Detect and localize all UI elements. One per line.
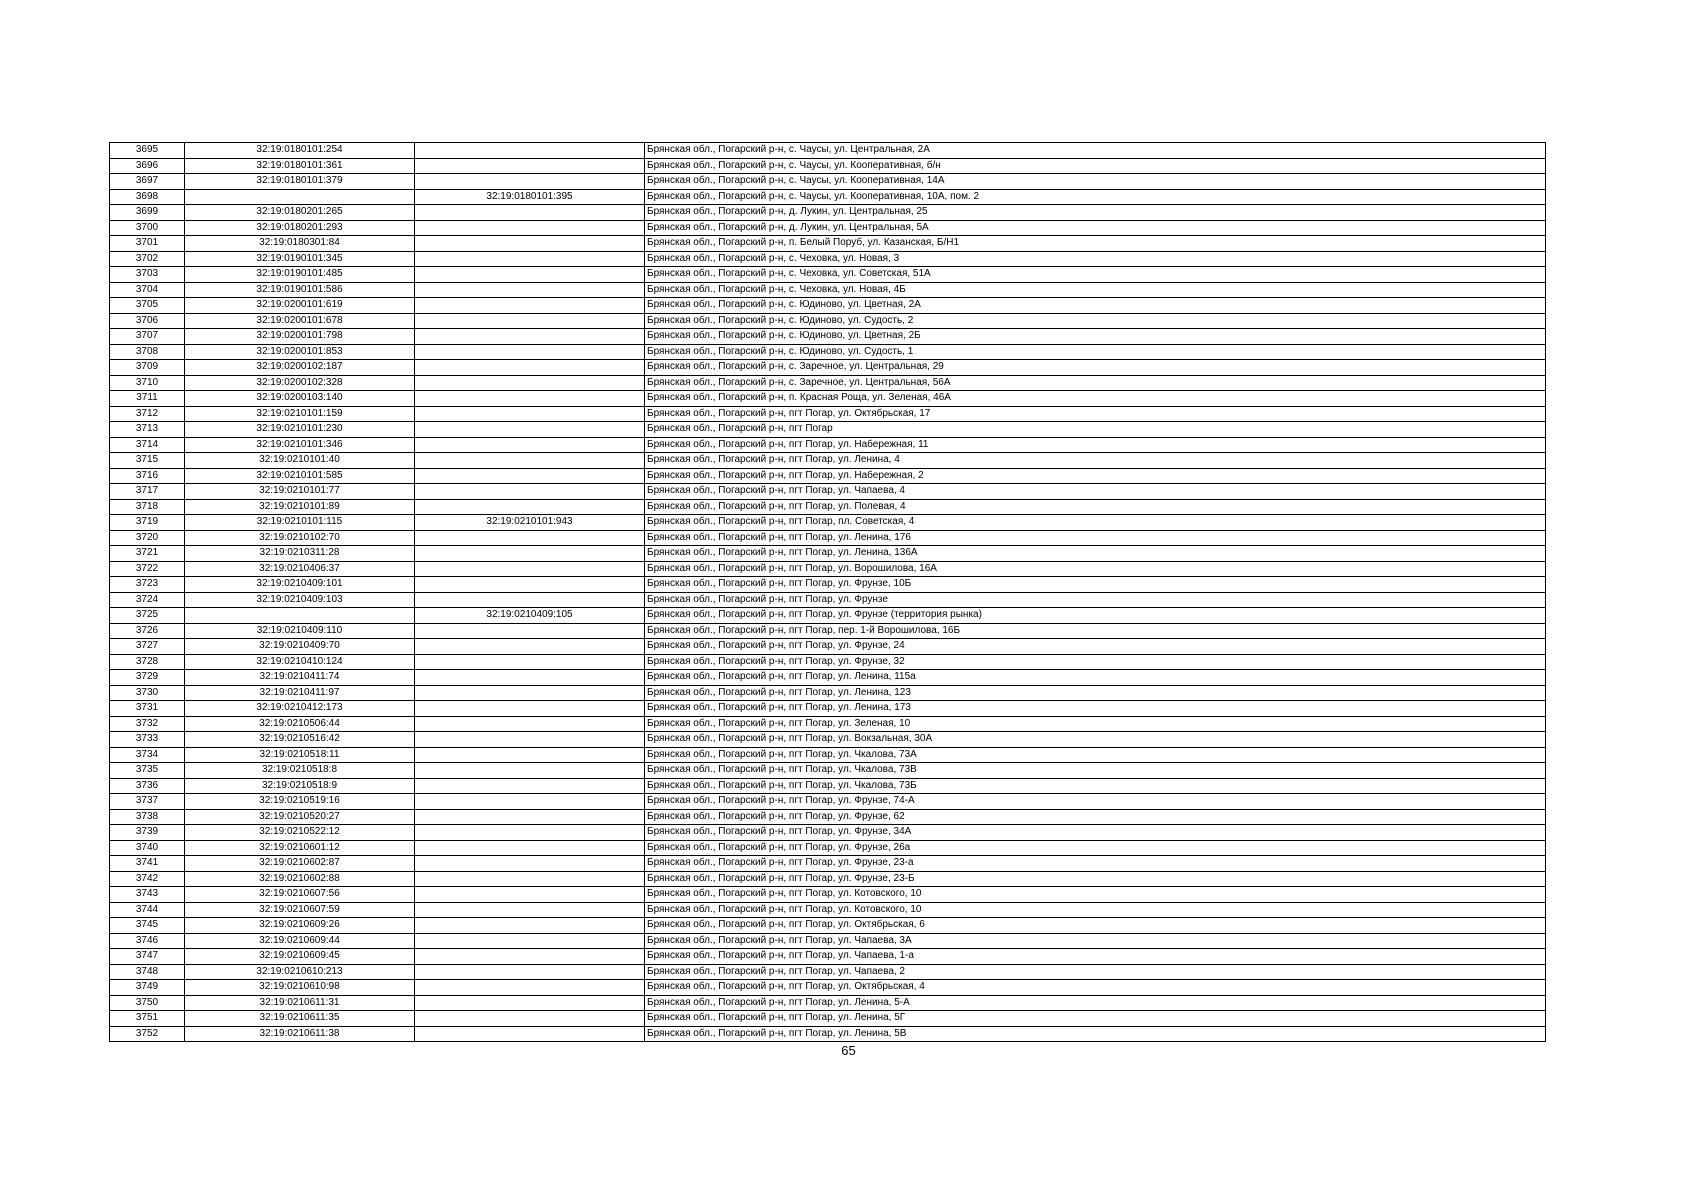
cadastral-number-cell: 32:19:0210516:42 [185, 732, 415, 748]
row-number-cell: 3742 [110, 871, 185, 887]
row-number-cell: 3749 [110, 980, 185, 996]
address-cell: Брянская обл., Погарский р-н, пгт Погар, ул. Фрунзе, 34А [645, 825, 1546, 841]
object-number-cell [415, 1011, 645, 1027]
table-row [110, 282, 1546, 298]
address-cell: Брянская обл., Погарский р-н, пгт Погар, ул. Октябрьская, 6 [645, 918, 1546, 934]
cadastral-number-cell: 32:19:0210101:40 [185, 453, 415, 469]
cadastral-number-cell: 32:19:0210311:28 [185, 546, 415, 562]
cadastral-number-cell: 32:19:0180101:379 [185, 174, 415, 190]
row-number-cell: 3702 [110, 251, 185, 267]
object-number-cell [415, 530, 645, 546]
cadastral-number-cell: 32:19:0210409:110 [185, 623, 415, 639]
table-row [110, 422, 1546, 438]
cadastral-number-cell: 32:19:0210611:35 [185, 1011, 415, 1027]
address-cell: Брянская обл., Погарский р-н, пгт Погар, ул. Чапаева, 3А [645, 933, 1546, 949]
row-number-cell: 3747 [110, 949, 185, 965]
cadastral-number-cell: 32:19:0210518:8 [185, 763, 415, 779]
cadastral-number-cell: 32:19:0210520:27 [185, 809, 415, 825]
object-number-cell [415, 794, 645, 810]
table-row [110, 174, 1546, 190]
row-number-cell: 3751 [110, 1011, 185, 1027]
cadastral-number-cell: 32:19:0210611:31 [185, 995, 415, 1011]
object-number-cell [415, 871, 645, 887]
address-cell: Брянская обл., Погарский р-н, пгт Погар, ул. Фрунзе [645, 592, 1546, 608]
address-cell: Брянская обл., Погарский р-н, пгт Погар, ул. Фрунзе, 26а [645, 840, 1546, 856]
cadastral-number-cell: 32:19:0210409:103 [185, 592, 415, 608]
table-row [110, 778, 1546, 794]
cadastral-number-cell: 32:19:0210101:230 [185, 422, 415, 438]
address-cell: Брянская обл., Погарский р-н, пгт Погар, ул. Ленина, 5Г [645, 1011, 1546, 1027]
row-number-cell: 3752 [110, 1026, 185, 1042]
cadastral-number-cell: 32:19:0210506:44 [185, 716, 415, 732]
object-number-cell [415, 654, 645, 670]
address-cell: Брянская обл., Погарский р-н, пгт Погар, ул. Ленина, 173 [645, 701, 1546, 717]
row-number-cell: 3748 [110, 964, 185, 980]
object-number-cell [415, 949, 645, 965]
address-cell: Брянская обл., Погарский р-н, с. Заречное, ул. Центральная, 29 [645, 360, 1546, 376]
cadastral-number-cell: 32:19:0210610:213 [185, 964, 415, 980]
row-number-cell: 3713 [110, 422, 185, 438]
row-number-cell: 3701 [110, 236, 185, 252]
cadastral-number-cell: 32:19:0210411:97 [185, 685, 415, 701]
row-number-cell: 3744 [110, 902, 185, 918]
table-row [110, 871, 1546, 887]
row-number-cell: 3729 [110, 670, 185, 686]
object-number-cell [415, 220, 645, 236]
address-cell: Брянская обл., Погарский р-н, пгт Погар, ул. Набережная, 2 [645, 468, 1546, 484]
object-number-cell [415, 592, 645, 608]
table-row [110, 577, 1546, 593]
object-number-cell [415, 902, 645, 918]
object-number-cell [415, 251, 645, 267]
object-number-cell [415, 639, 645, 655]
object-number-cell [415, 732, 645, 748]
cadastral-number-cell: 32:19:0190101:586 [185, 282, 415, 298]
row-number-cell: 3746 [110, 933, 185, 949]
object-number-cell [415, 825, 645, 841]
object-number-cell [415, 236, 645, 252]
row-number-cell: 3739 [110, 825, 185, 841]
table-row [110, 639, 1546, 655]
cadastral-number-cell: 32:19:0210607:59 [185, 902, 415, 918]
cadastral-number-cell: 32:19:0180201:265 [185, 205, 415, 221]
cadastral-number-cell: 32:19:0210409:70 [185, 639, 415, 655]
address-cell: Брянская обл., Погарский р-н, пгт Погар, ул. Фрунзе, 23-Б [645, 871, 1546, 887]
row-number-cell: 3738 [110, 809, 185, 825]
address-cell: Брянская обл., Погарский р-н, с. Юдиново, ул. Цветная, 2А [645, 298, 1546, 314]
table-row [110, 251, 1546, 267]
row-number-cell: 3723 [110, 577, 185, 593]
row-number-cell: 3705 [110, 298, 185, 314]
table-row [110, 701, 1546, 717]
cadastral-number-cell: 32:19:0210609:26 [185, 918, 415, 934]
table-body [110, 143, 1546, 1042]
cadastral-number-cell: 32:19:0190101:345 [185, 251, 415, 267]
table-row [110, 964, 1546, 980]
object-number-cell [415, 174, 645, 190]
row-number-cell: 3711 [110, 391, 185, 407]
address-cell: Брянская обл., Погарский р-н, пгт Погар, ул. Зеленая, 10 [645, 716, 1546, 732]
address-cell: Брянская обл., Погарский р-н, пгт Погар, ул. Фрунзе, 10Б [645, 577, 1546, 593]
address-cell: Брянская обл., Погарский р-н, пгт Погар, ул. Набережная, 11 [645, 437, 1546, 453]
table-row [110, 546, 1546, 562]
row-number-cell: 3720 [110, 530, 185, 546]
cadastral-number-cell: 32:19:0210410:124 [185, 654, 415, 670]
object-number-cell [415, 344, 645, 360]
cadastral-number-cell: 32:19:0210101:77 [185, 484, 415, 500]
row-number-cell: 3750 [110, 995, 185, 1011]
address-cell: Брянская обл., Погарский р-н, пгт Погар, ул. Фрунзе, 62 [645, 809, 1546, 825]
address-cell: Брянская обл., Погарский р-н, с. Чаусы, ул. Центральная, 2А [645, 143, 1546, 159]
table-row [110, 887, 1546, 903]
address-cell: Брянская обл., Погарский р-н, пгт Погар, ул. Ленина, 123 [645, 685, 1546, 701]
object-number-cell [415, 561, 645, 577]
object-number-cell [415, 205, 645, 221]
cadastral-number-cell [185, 608, 415, 624]
table-row [110, 918, 1546, 934]
address-cell: Брянская обл., Погарский р-н, пгт Погар, ул. Фрунзе (территория рынка) [645, 608, 1546, 624]
object-number-cell [415, 406, 645, 422]
row-number-cell: 3724 [110, 592, 185, 608]
object-number-cell [415, 329, 645, 345]
address-cell: Брянская обл., Погарский р-н, с. Заречное, ул. Центральная, 56А [645, 375, 1546, 391]
row-number-cell: 3726 [110, 623, 185, 639]
address-cell: Брянская обл., Погарский р-н, пгт Погар, пер. 1-й Ворошилова, 16Б [645, 623, 1546, 639]
cadastral-number-cell: 32:19:0190101:485 [185, 267, 415, 283]
table-row [110, 375, 1546, 391]
row-number-cell: 3721 [110, 546, 185, 562]
row-number-cell: 3695 [110, 143, 185, 159]
object-number-cell [415, 763, 645, 779]
object-number-cell: 32:19:0180101:395 [415, 189, 645, 205]
row-number-cell: 3707 [110, 329, 185, 345]
row-number-cell: 3715 [110, 453, 185, 469]
address-cell: Брянская обл., Погарский р-н, с. Юдиново, ул. Цветная, 2Б [645, 329, 1546, 345]
table-row [110, 902, 1546, 918]
table-row [110, 825, 1546, 841]
object-number-cell [415, 778, 645, 794]
object-number-cell [415, 701, 645, 717]
row-number-cell: 3709 [110, 360, 185, 376]
object-number-cell [415, 716, 645, 732]
row-number-cell: 3696 [110, 158, 185, 174]
table-row [110, 329, 1546, 345]
table-row [110, 236, 1546, 252]
address-cell: Брянская обл., Погарский р-н, пгт Погар, ул. Полевая, 4 [645, 499, 1546, 515]
table-row [110, 158, 1546, 174]
cadastral-number-cell: 32:19:0180101:254 [185, 143, 415, 159]
table-row [110, 670, 1546, 686]
table-row [110, 530, 1546, 546]
table-row [110, 313, 1546, 329]
cadastral-number-cell: 32:19:0210412:173 [185, 701, 415, 717]
table-row [110, 437, 1546, 453]
row-number-cell: 3716 [110, 468, 185, 484]
object-number-cell: 32:19:0210409:105 [415, 608, 645, 624]
table-row [110, 484, 1546, 500]
table-row [110, 360, 1546, 376]
address-cell: Брянская обл., Погарский р-н, пгт Погар, ул. Чапаева, 1-а [645, 949, 1546, 965]
address-cell: Брянская обл., Погарский р-н, пгт Погар, ул. Чкалова, 73Б [645, 778, 1546, 794]
cadastral-number-cell: 32:19:0200102:187 [185, 360, 415, 376]
cadastral-number-cell: 32:19:0210602:87 [185, 856, 415, 872]
row-number-cell: 3745 [110, 918, 185, 934]
object-number-cell [415, 313, 645, 329]
object-number-cell [415, 282, 645, 298]
cadastral-number-cell: 32:19:0210411:74 [185, 670, 415, 686]
address-cell: Брянская обл., Погарский р-н, с. Юдиново, ул. Судость, 1 [645, 344, 1546, 360]
object-number-cell [415, 437, 645, 453]
address-cell: Брянская обл., Погарский р-н, пгт Погар, ул. Котовского, 10 [645, 887, 1546, 903]
table-row [110, 747, 1546, 763]
cadastral-number-cell: 32:19:0180101:361 [185, 158, 415, 174]
table-row [110, 143, 1546, 159]
table-row [110, 856, 1546, 872]
row-number-cell: 3703 [110, 267, 185, 283]
address-cell: Брянская обл., Погарский р-н, пгт Погар, ул. Ленина, 4 [645, 453, 1546, 469]
table-row [110, 499, 1546, 515]
cadastral-number-cell [185, 189, 415, 205]
object-number-cell [415, 453, 645, 469]
address-cell: Брянская обл., Погарский р-н, пгт Погар, ул. Ленина, 176 [645, 530, 1546, 546]
cadastral-number-cell: 32:19:0200102:328 [185, 375, 415, 391]
object-number-cell [415, 546, 645, 562]
object-number-cell [415, 809, 645, 825]
page-number: 65 [841, 1043, 856, 1058]
table-row [110, 468, 1546, 484]
row-number-cell: 3741 [110, 856, 185, 872]
object-number-cell [415, 422, 645, 438]
address-cell: Брянская обл., Погарский р-н, пгт Погар, ул. Чкалова, 73А [645, 747, 1546, 763]
table-row [110, 561, 1546, 577]
row-number-cell: 3733 [110, 732, 185, 748]
row-number-cell: 3708 [110, 344, 185, 360]
object-number-cell [415, 577, 645, 593]
cadastral-number-cell: 32:19:0210601:12 [185, 840, 415, 856]
table-row [110, 732, 1546, 748]
object-number-cell [415, 980, 645, 996]
row-number-cell: 3697 [110, 174, 185, 190]
row-number-cell: 3734 [110, 747, 185, 763]
address-cell: Брянская обл., Погарский р-н, с. Чаусы, ул. Кооперативная, 14А [645, 174, 1546, 190]
table-row [110, 391, 1546, 407]
address-cell: Брянская обл., Погарский р-н, пгт Погар, ул. Фрунзе, 24 [645, 639, 1546, 655]
table-row [110, 995, 1546, 1011]
row-number-cell: 3700 [110, 220, 185, 236]
cadastral-number-cell: 32:19:0200101:798 [185, 329, 415, 345]
row-number-cell: 3725 [110, 608, 185, 624]
row-number-cell: 3728 [110, 654, 185, 670]
table-row [110, 515, 1546, 531]
table-row [110, 933, 1546, 949]
address-cell: Брянская обл., Погарский р-н, с. Юдиново, ул. Судость, 2 [645, 313, 1546, 329]
address-cell: Брянская обл., Погарский р-н, пгт Погар, ул. Фрунзе, 23-а [645, 856, 1546, 872]
object-number-cell [415, 747, 645, 763]
object-number-cell [415, 484, 645, 500]
address-cell: Брянская обл., Погарский р-н, пгт Погар, ул. Ворошилова, 16А [645, 561, 1546, 577]
cadastral-number-cell: 32:19:0210101:585 [185, 468, 415, 484]
cadastral-number-cell: 32:19:0210609:44 [185, 933, 415, 949]
cadastral-number-cell: 32:19:0210406:37 [185, 561, 415, 577]
address-cell: Брянская обл., Погарский р-н, пгт Погар, ул. Вокзальная, 30А [645, 732, 1546, 748]
object-number-cell [415, 623, 645, 639]
address-cell: Брянская обл., Погарский р-н, пгт Погар, ул. Чапаева, 4 [645, 484, 1546, 500]
row-number-cell: 3732 [110, 716, 185, 732]
address-cell: Брянская обл., Погарский р-н, пгт Погар, ул. Чкалова, 73В [645, 763, 1546, 779]
row-number-cell: 3722 [110, 561, 185, 577]
address-cell: Брянская обл., Погарский р-н, п. Белый Поруб, ул. Казанская, Б/Н1 [645, 236, 1546, 252]
address-cell: Брянская обл., Погарский р-н, д. Лукин, ул. Центральная, 25 [645, 205, 1546, 221]
object-number-cell [415, 267, 645, 283]
cadastral-number-cell: 32:19:0210102:70 [185, 530, 415, 546]
row-number-cell: 3737 [110, 794, 185, 810]
address-cell: Брянская обл., Погарский р-н, пгт Погар, ул. Октябрьская, 17 [645, 406, 1546, 422]
table-row [110, 809, 1546, 825]
row-number-cell: 3727 [110, 639, 185, 655]
table-row [110, 205, 1546, 221]
row-number-cell: 3712 [110, 406, 185, 422]
address-cell: Брянская обл., Погарский р-н, с. Чеховка, ул. Новая, 4Б [645, 282, 1546, 298]
row-number-cell: 3698 [110, 189, 185, 205]
cadastral-number-cell: 32:19:0210101:346 [185, 437, 415, 453]
object-number-cell [415, 856, 645, 872]
row-number-cell: 3704 [110, 282, 185, 298]
table-row [110, 654, 1546, 670]
table-row [110, 608, 1546, 624]
object-number-cell [415, 887, 645, 903]
cadastral-number-cell: 32:19:0210602:88 [185, 871, 415, 887]
object-number-cell [415, 499, 645, 515]
object-number-cell [415, 391, 645, 407]
row-number-cell: 3735 [110, 763, 185, 779]
address-cell: Брянская обл., Погарский р-н, с. Чеховка, ул. Советская, 51А [645, 267, 1546, 283]
cadastral-number-cell: 32:19:0210607:56 [185, 887, 415, 903]
address-cell: Брянская обл., Погарский р-н, п. Красная Роща, ул. Зеленая, 46А [645, 391, 1546, 407]
table-row [110, 980, 1546, 996]
cadastral-number-cell: 32:19:0210609:45 [185, 949, 415, 965]
cadastral-number-cell: 32:19:0210101:115 [185, 515, 415, 531]
object-number-cell [415, 298, 645, 314]
table-row [110, 189, 1546, 205]
table-row [110, 794, 1546, 810]
object-number-cell [415, 670, 645, 686]
cadastral-number-cell: 32:19:0210611:38 [185, 1026, 415, 1042]
table-row [110, 406, 1546, 422]
row-number-cell: 3714 [110, 437, 185, 453]
address-cell: Брянская обл., Погарский р-н, пгт Погар, ул. Ленина, 115а [645, 670, 1546, 686]
table-row [110, 267, 1546, 283]
object-number-cell [415, 143, 645, 159]
address-cell: Брянская обл., Погарский р-н, пгт Погар, ул. Ленина, 5В [645, 1026, 1546, 1042]
table-row [110, 716, 1546, 732]
table-row [110, 298, 1546, 314]
object-number-cell [415, 158, 645, 174]
row-number-cell: 3699 [110, 205, 185, 221]
cadastral-number-cell: 32:19:0210101:159 [185, 406, 415, 422]
address-cell: Брянская обл., Погарский р-н, д. Лукин, ул. Центральная, 5А [645, 220, 1546, 236]
address-cell: Брянская обл., Погарский р-н, пгт Погар, ул. Ленина, 136А [645, 546, 1546, 562]
table-row [110, 949, 1546, 965]
address-cell: Брянская обл., Погарский р-н, пгт Погар, ул. Фрунзе, 74-А [645, 794, 1546, 810]
cadastral-number-cell: 32:19:0200101:853 [185, 344, 415, 360]
object-number-cell [415, 933, 645, 949]
cadastral-number-cell: 32:19:0200101:619 [185, 298, 415, 314]
object-number-cell: 32:19:0210101:943 [415, 515, 645, 531]
row-number-cell: 3706 [110, 313, 185, 329]
object-number-cell [415, 840, 645, 856]
table-row [110, 1026, 1546, 1042]
row-number-cell: 3731 [110, 701, 185, 717]
table-row [110, 592, 1546, 608]
row-number-cell: 3736 [110, 778, 185, 794]
object-number-cell [415, 360, 645, 376]
cadastral-number-cell: 32:19:0210101:89 [185, 499, 415, 515]
cadastral-number-cell: 32:19:0180201:293 [185, 220, 415, 236]
data-table [109, 142, 1546, 1042]
table-row [110, 453, 1546, 469]
row-number-cell: 3718 [110, 499, 185, 515]
object-number-cell [415, 995, 645, 1011]
cadastral-number-cell: 32:19:0180301:84 [185, 236, 415, 252]
address-cell: Брянская обл., Погарский р-н, с. Чеховка, ул. Новая, 3 [645, 251, 1546, 267]
address-cell: Брянская обл., Погарский р-н, пгт Погар [645, 422, 1546, 438]
table-row [110, 840, 1546, 856]
cadastral-number-cell: 32:19:0210519:16 [185, 794, 415, 810]
address-cell: Брянская обл., Погарский р-н, пгт Погар, пл. Советская, 4 [645, 515, 1546, 531]
row-number-cell: 3730 [110, 685, 185, 701]
address-cell: Брянская обл., Погарский р-н, пгт Погар, ул. Котовского, 10 [645, 902, 1546, 918]
cadastral-number-cell: 32:19:0210518:9 [185, 778, 415, 794]
object-number-cell [415, 1026, 645, 1042]
cadastral-number-cell: 32:19:0210409:101 [185, 577, 415, 593]
address-cell: Брянская обл., Погарский р-н, пгт Погар, ул. Фрунзе, 32 [645, 654, 1546, 670]
object-number-cell [415, 685, 645, 701]
cadastral-number-cell: 32:19:0210610:98 [185, 980, 415, 996]
address-cell: Брянская обл., Погарский р-н, пгт Погар, ул. Ленина, 5-А [645, 995, 1546, 1011]
address-cell: Брянская обл., Погарский р-н, с. Чаусы, ул. Кооперативная, б/н [645, 158, 1546, 174]
address-cell: Брянская обл., Погарский р-н, пгт Погар, ул. Чапаева, 2 [645, 964, 1546, 980]
row-number-cell: 3743 [110, 887, 185, 903]
address-cell: Брянская обл., Погарский р-н, с. Чаусы, ул. Кооперативная, 10А, пом. 2 [645, 189, 1546, 205]
row-number-cell: 3717 [110, 484, 185, 500]
table-row [110, 344, 1546, 360]
table-row [110, 763, 1546, 779]
object-number-cell [415, 918, 645, 934]
table-row [110, 685, 1546, 701]
object-number-cell [415, 964, 645, 980]
table-row [110, 1011, 1546, 1027]
cadastral-number-cell: 32:19:0210518:11 [185, 747, 415, 763]
object-number-cell [415, 468, 645, 484]
table-row [110, 623, 1546, 639]
row-number-cell: 3719 [110, 515, 185, 531]
row-number-cell: 3740 [110, 840, 185, 856]
object-number-cell [415, 375, 645, 391]
cadastral-number-cell: 32:19:0210522:12 [185, 825, 415, 841]
address-cell: Брянская обл., Погарский р-н, пгт Погар, ул. Октябрьская, 4 [645, 980, 1546, 996]
table-row [110, 220, 1546, 236]
row-number-cell: 3710 [110, 375, 185, 391]
cadastral-number-cell: 32:19:0200101:678 [185, 313, 415, 329]
cadastral-number-cell: 32:19:0200103:140 [185, 391, 415, 407]
